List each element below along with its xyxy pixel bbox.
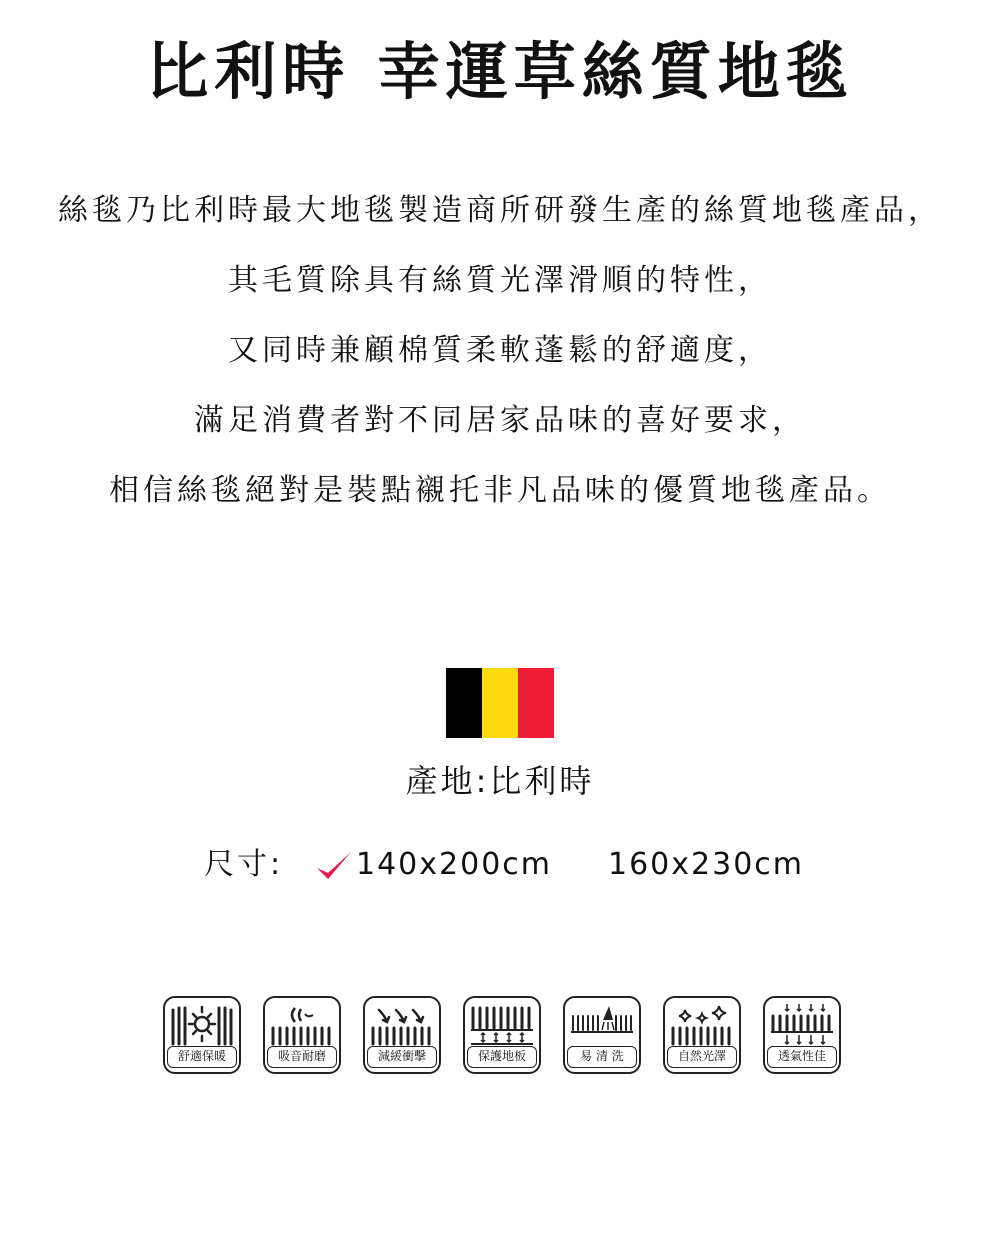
feature-warm (163, 996, 241, 1074)
feature-label: 保護地板 (467, 1046, 537, 1068)
flag-stripe-red (518, 668, 554, 738)
description-line: 其毛質除具有絲質光澤滑順的特性， (228, 263, 772, 298)
flag-stripe-black (446, 668, 482, 738)
size-option-140x200[interactable]: 140x200cm (356, 847, 552, 882)
feature-breathable (763, 996, 841, 1074)
feature-label: 透氣性佳 (767, 1046, 837, 1068)
origin-label: 產地:比利時 (405, 762, 595, 800)
feature-label: 舒適保暖 (167, 1046, 237, 1068)
feature-label: 吸音耐磨 (267, 1046, 337, 1068)
feature-impact (363, 996, 441, 1074)
floor-protect-icon (469, 1002, 535, 1046)
warm-sun-icon (169, 1002, 235, 1046)
easy-clean-icon (569, 1002, 635, 1046)
feature-shine (663, 996, 741, 1074)
size-label: 尺寸: (204, 847, 284, 882)
breathable-icon (769, 1002, 835, 1046)
feature-label: 減緩衝擊 (367, 1046, 437, 1068)
belgium-flag-icon (446, 668, 554, 738)
description (0, 180, 1000, 530)
feature-label: 自然光澤 (667, 1046, 737, 1068)
feature-label: 易 清 洗 (567, 1046, 637, 1068)
natural-shine-icon (669, 1002, 735, 1046)
description-line: 相信絲毯絕對是裝點襯托非凡品味的優質地毯產品。 (109, 473, 891, 508)
sound-absorb-icon (269, 1002, 335, 1046)
feature-clean (563, 996, 641, 1074)
feature-sound (263, 996, 341, 1074)
page-title: 比利時 幸運草絲質地毯 (146, 35, 854, 108)
flag-stripe-yellow (482, 668, 518, 738)
description-line: 滿足消費者對不同居家品味的喜好要求， (194, 403, 806, 438)
impact-reduce-icon (369, 1002, 435, 1046)
checkmark-icon (314, 848, 354, 884)
description-line: 絲毯乃比利時最大地毯製造商所研發生產的絲質地毯產品， (58, 193, 942, 228)
description-line: 又同時兼顧棉質柔軟蓬鬆的舒適度， (228, 333, 772, 368)
feature-floor (463, 996, 541, 1074)
size-option-160x230[interactable]: 160x230cm (608, 847, 804, 882)
feature-icons (163, 996, 843, 1080)
